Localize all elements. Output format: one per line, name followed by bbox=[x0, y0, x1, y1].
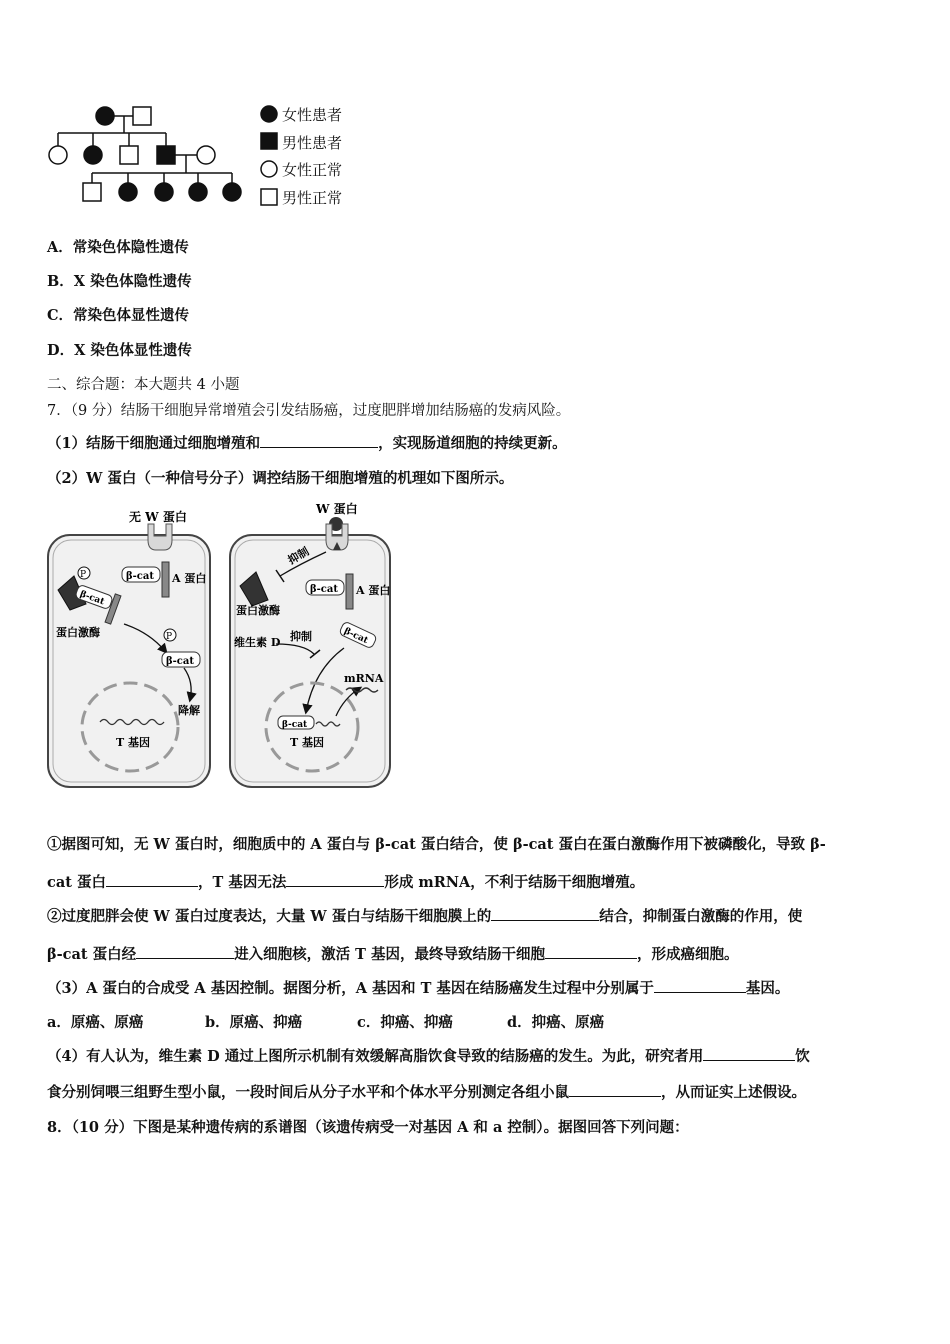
question-7-part-4: （4）有人认为，维生素 D 通过上图所示机制有效缓解高脂饮食导致的结肠癌的发生。为此，研究者用 饮 bbox=[47, 1045, 810, 1066]
gen3-female-affected bbox=[223, 183, 241, 201]
question-7-part-1: （1）结肠干细胞通过细胞增殖和 ，实现肠道细胞的持续更新。 bbox=[47, 432, 567, 453]
question-7-circle-1: ①据图可知，无 W 蛋白时，细胞质中的 A 蛋白与 β-cat 蛋白结合，使 β-cat 蛋白在蛋白激酶作用下被磷酸化，导致 β- bbox=[47, 836, 826, 853]
answer-blank[interactable] bbox=[106, 872, 198, 888]
t-gene-label: T 基因 bbox=[116, 736, 151, 749]
question-8-header: 8．（10 分）下图是某种遗传病的系谱图（该遗传病受一对基因 A 和 a 控制）。据图回答下列问题： bbox=[47, 1119, 689, 1136]
answer-blank[interactable] bbox=[286, 872, 384, 888]
a-protein-label: A 蛋白 bbox=[172, 572, 207, 585]
a-protein-label: A 蛋白 bbox=[356, 584, 391, 597]
option-a: A．常染色体隐性遗传 bbox=[47, 239, 189, 256]
question-7-part-3: （3）A 蛋白的合成受 A 基因控制。据图分析，A 基因和 T 基因在结肠癌发生过程中分别属于 基因。 bbox=[47, 977, 789, 998]
bcat-label: β-cat bbox=[310, 584, 338, 595]
cell-without-w-protein bbox=[48, 509, 210, 787]
option-d: D．X 染色体显性遗传 bbox=[47, 342, 192, 359]
legend-male-affected-symbol bbox=[261, 133, 277, 149]
answer-blank[interactable] bbox=[545, 944, 637, 960]
gen2-male-affected bbox=[157, 146, 175, 164]
gen1-female-affected bbox=[96, 107, 114, 125]
bcat-label: β-cat bbox=[342, 626, 370, 647]
vitamin-d-label: 维生素 D bbox=[234, 636, 281, 649]
gen3-female-affected bbox=[155, 183, 173, 201]
degradation-label: 降解 bbox=[178, 704, 200, 717]
answer-blank[interactable] bbox=[569, 1082, 661, 1098]
kinase-label: 蛋白激酶 bbox=[236, 604, 280, 617]
legend-female-normal-symbol bbox=[261, 161, 277, 177]
answer-blank[interactable] bbox=[260, 433, 378, 449]
answer-blank[interactable] bbox=[703, 1046, 795, 1062]
gen2-female-affected bbox=[84, 146, 102, 164]
phosphate-label: P bbox=[80, 570, 87, 580]
section-title: 二、综合题：本大题共 4 小题 bbox=[47, 377, 240, 393]
option-b: B．X 染色体隐性遗传 bbox=[47, 273, 192, 290]
gen2-male-normal bbox=[120, 146, 138, 164]
answer-blank[interactable] bbox=[491, 906, 599, 922]
legend-label: 女性正常 bbox=[282, 161, 343, 179]
phosphate-label: P bbox=[166, 632, 173, 642]
no-w-protein-label: 无 W 蛋白 bbox=[129, 510, 187, 524]
kinase-label: 蛋白激酶 bbox=[56, 626, 100, 639]
question-7-part-3-options: a．原癌、原癌 b．原癌、抑癌 c．抑癌、抑癌 d．抑癌、原癌 bbox=[47, 1014, 605, 1031]
bcat-label: β-cat bbox=[166, 656, 194, 667]
question-7-circle-1-cont: cat 蛋白 ，T 基因无法 形成 mRNA，不利于结肠干细胞增殖。 bbox=[47, 871, 644, 892]
legend-male-normal-symbol bbox=[261, 189, 277, 205]
gen2-female-normal bbox=[49, 146, 67, 164]
w-protein-label: W 蛋白 bbox=[316, 502, 358, 516]
inhibit-label: 抑制 bbox=[290, 630, 312, 643]
pedigree-chart bbox=[40, 95, 370, 215]
answer-blank[interactable] bbox=[654, 978, 746, 994]
cell-with-w-protein bbox=[230, 502, 390, 787]
bcat-label: β-cat bbox=[126, 571, 154, 582]
legend-female-affected-symbol bbox=[261, 106, 277, 122]
answer-blank[interactable] bbox=[136, 944, 234, 960]
legend-label: 男性患者 bbox=[282, 134, 343, 152]
inhibit-label: 抑制 bbox=[285, 544, 312, 568]
t-gene-label: T 基因 bbox=[290, 736, 325, 749]
w-protein-mechanism-diagram bbox=[44, 502, 394, 792]
question-7-circle-2-cont: β-cat 蛋白经 进入细胞核，激活 T 基因，最终导致结肠干细胞 ，形成癌细胞。 bbox=[47, 943, 739, 964]
bcat-label: β-cat bbox=[282, 720, 308, 730]
gen3-male-normal bbox=[83, 183, 101, 201]
gen3-female-affected bbox=[189, 183, 207, 201]
mrna-label: mRNA bbox=[344, 672, 384, 685]
question-7-part-2: （2）W 蛋白（一种信号分子）调控结肠干细胞增殖的机理如下图所示。 bbox=[47, 470, 514, 487]
option-c: C．常染色体显性遗传 bbox=[47, 307, 190, 324]
legend-label: 男性正常 bbox=[282, 189, 343, 207]
gen3-female-affected bbox=[119, 183, 137, 201]
legend-label: 女性患者 bbox=[282, 106, 343, 124]
gen1-male-normal bbox=[133, 107, 151, 125]
question-7-part-4-cont: 食分别饲喂三组野生型小鼠，一段时间后从分子水平和个体水平分别测定各组小鼠 ，从而证实上述假设。 bbox=[47, 1081, 806, 1102]
question-7-header: 7．（9 分）结肠干细胞异常增殖会引发结肠癌，过度肥胖增加结肠癌的发病风险。 bbox=[47, 403, 571, 419]
question-7-circle-2: ②过度肥胖会使 W 蛋白过度表达，大量 W 蛋白与结肠干细胞膜上的 结合，抑制蛋白激酶的作用，使 bbox=[47, 905, 802, 926]
gen2-spouse-female-normal bbox=[197, 146, 215, 164]
bcat-label: β-cat bbox=[78, 589, 106, 608]
